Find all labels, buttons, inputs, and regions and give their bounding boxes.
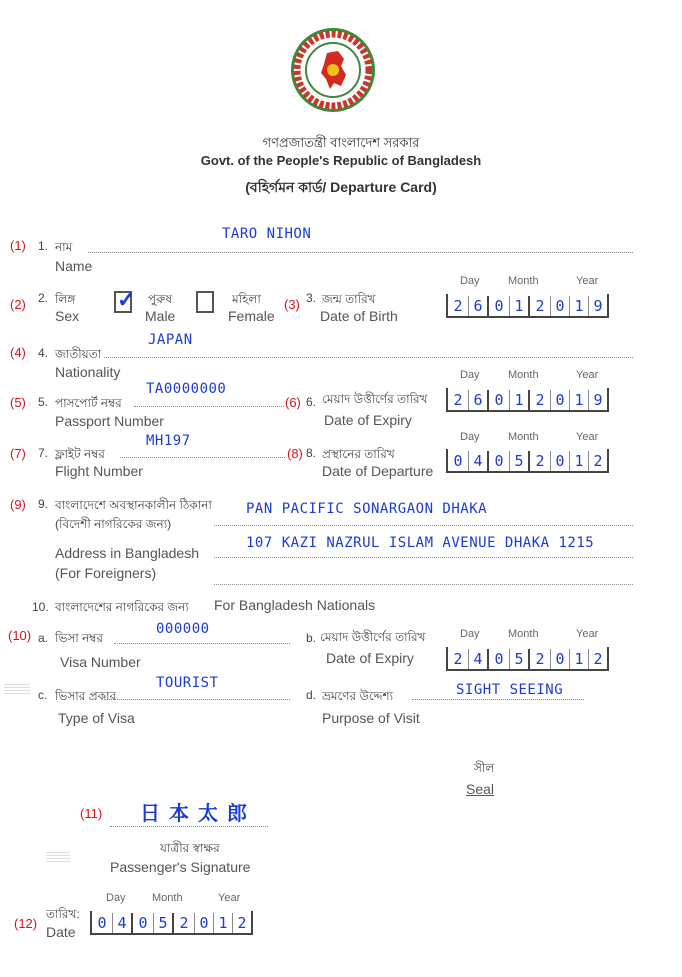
departure-number: 8. xyxy=(306,446,317,460)
male-label-bn: পুরুষ xyxy=(148,292,172,306)
signature-label: Passenger's Signature xyxy=(110,859,251,875)
nationality-underline xyxy=(104,357,633,358)
digit: 6 xyxy=(468,296,487,316)
visa-number-label: Visa Number xyxy=(60,654,141,670)
marker-9: (9) xyxy=(10,497,26,512)
digit: 0 xyxy=(550,649,569,669)
sex-label: Sex xyxy=(55,308,80,324)
visa-type-label-bn: ভিসার প্রকার xyxy=(55,689,117,703)
marker-11: (11) xyxy=(80,806,103,821)
flight-number-num: 7. xyxy=(38,446,49,460)
purpose-underline xyxy=(412,699,584,700)
marker-4: (4) xyxy=(10,345,26,360)
departure-label: Date of Departure xyxy=(322,463,434,479)
female-checkbox[interactable] xyxy=(196,291,214,313)
expiry-day-header: Day xyxy=(460,369,480,381)
signature-underline xyxy=(110,826,268,827)
digit: 2 xyxy=(453,650,463,668)
flight-value[interactable]: MH197 xyxy=(146,433,191,449)
visa-expiry-day-header: Day xyxy=(460,628,480,640)
address-underline-2 xyxy=(214,557,633,558)
flight-label: Flight Number xyxy=(55,463,143,479)
expiry-year-header: Year xyxy=(576,369,599,381)
date-month-header: Month xyxy=(152,892,183,904)
address-label-bn: বাংলাদেশে অবস্থানকালীন ঠিকানা xyxy=(55,498,212,512)
dob-month-header: Month xyxy=(508,275,539,287)
visa-expiry-label-bn: মেয়াদ উত্তীর্ণের তারিখ xyxy=(320,630,426,644)
digit: 5 xyxy=(153,913,172,933)
visa-type-label: Type of Visa xyxy=(58,710,135,726)
name-label: Name xyxy=(55,258,93,274)
visa-expiry-year-header: Year xyxy=(576,628,599,640)
marker-10: (10) xyxy=(8,628,32,643)
digit: 9 xyxy=(588,390,607,410)
digit: 1 xyxy=(509,296,528,316)
marker-6: (6) xyxy=(285,395,301,410)
dob-number: 3. xyxy=(306,291,317,305)
digit: 2 xyxy=(172,913,194,933)
visa-type-num: c. xyxy=(38,688,48,702)
scan-artifact xyxy=(4,684,30,696)
passport-label: Passport Number xyxy=(55,413,164,429)
date-label-bn: তারিখ: xyxy=(46,907,80,921)
male-label: Male xyxy=(145,308,176,324)
expiry-date-box[interactable] xyxy=(446,388,609,412)
dob-date-box[interactable] xyxy=(446,294,609,318)
marker-3: (3) xyxy=(284,297,300,312)
digit: 1 xyxy=(569,390,588,410)
digit: 2 xyxy=(588,649,607,669)
sex-label-bn: লিঙ্গ xyxy=(55,292,76,306)
digit: 9 xyxy=(588,296,607,316)
name-value[interactable]: TARO NIHON xyxy=(222,226,312,242)
visa-expiry-date-box[interactable] xyxy=(446,647,609,671)
bangla-title: গণপ্রজাতন্ত্রী বাংলাদেশ সরকার xyxy=(262,135,420,150)
digit: 0 xyxy=(487,296,509,316)
date-year-header: Year xyxy=(218,892,241,904)
digit: 0 xyxy=(453,452,463,470)
marker-7: (7) xyxy=(10,446,26,461)
digit: 5 xyxy=(509,451,528,471)
dob-label: Date of Birth xyxy=(320,308,398,324)
nationals-label: For Bangladesh Nationals xyxy=(214,597,376,613)
address-line1[interactable]: PAN PACIFIC SONARGAON DHAKA xyxy=(246,501,488,517)
signature-label-bn: যাত্রীর স্বাক্ষর xyxy=(160,841,220,855)
digit: 4 xyxy=(468,649,487,669)
nationality-number: 4. xyxy=(38,346,49,360)
digit: 5 xyxy=(509,649,528,669)
marker-1: (1) xyxy=(10,238,26,253)
visa-expiry-num: b. xyxy=(306,631,317,645)
digit: 6 xyxy=(468,390,487,410)
date-day-header: Day xyxy=(106,892,126,904)
digit: 1 xyxy=(569,296,588,316)
signature-value[interactable]: 日本太郎 xyxy=(140,801,256,825)
digit: 4 xyxy=(468,451,487,471)
purpose-num: d. xyxy=(306,688,317,702)
digit: 0 xyxy=(131,913,153,933)
expiry-month-header: Month xyxy=(508,369,539,381)
visa-number-num: a. xyxy=(38,631,49,645)
digit: 1 xyxy=(569,649,588,669)
visa-type-underline xyxy=(104,699,290,700)
digit: 0 xyxy=(550,296,569,316)
name-underline xyxy=(88,252,633,253)
address-line2[interactable]: 107 KAZI NAZRUL ISLAM AVENUE DHAKA 1215 xyxy=(246,535,595,551)
digit: 0 xyxy=(97,914,107,932)
government-seal-icon xyxy=(291,28,375,112)
digit: 0 xyxy=(487,390,509,410)
departure-label-bn: প্রস্থানের তারিখ xyxy=(322,447,395,461)
visa-number-value[interactable]: 000000 xyxy=(156,621,210,637)
sex-number: 2. xyxy=(38,291,49,305)
departure-day-header: Day xyxy=(460,431,480,443)
purpose-label-bn: ভ্রমণের উদ্দেশ্য xyxy=(322,689,394,703)
purpose-value[interactable]: SIGHT SEEING xyxy=(456,682,564,698)
digit: 2 xyxy=(588,451,607,471)
address-number: 9. xyxy=(38,497,49,511)
address-label-sub: (For Foreigners) xyxy=(55,565,157,581)
marker-5: (5) xyxy=(10,395,26,410)
check-icon: ✓ xyxy=(117,287,136,312)
female-label: Female xyxy=(228,308,275,324)
digit: 1 xyxy=(509,390,528,410)
digit: 2 xyxy=(232,913,251,933)
departure-year-header: Year xyxy=(576,431,599,443)
name-number: 1. xyxy=(38,239,49,253)
digit: 2 xyxy=(453,391,463,409)
marker-12: (12) xyxy=(14,916,38,931)
flight-underline xyxy=(120,457,285,458)
passport-underline xyxy=(134,406,284,407)
address-underline-1 xyxy=(214,525,633,526)
dob-year-header: Year xyxy=(576,275,599,287)
digit: 1 xyxy=(569,451,588,471)
visa-number-underline xyxy=(114,643,290,644)
departure-month-header: Month xyxy=(508,431,539,443)
expiry-number: 6. xyxy=(306,395,317,409)
passport-value[interactable]: TA0000000 xyxy=(146,381,227,397)
nationality-label-bn: জাতীয়তা xyxy=(55,347,102,361)
digit: 0 xyxy=(550,451,569,471)
marker-8: (8) xyxy=(287,446,303,461)
card-title: (বহির্গমন কার্ড/ Departure Card) xyxy=(245,179,437,195)
nationals-label-bn: বাংলাদেশের নাগরিকের জন্য xyxy=(55,600,189,614)
digit: 1 xyxy=(213,913,232,933)
visa-number-label-bn: ভিসা নম্বর xyxy=(55,631,103,645)
digit: 2 xyxy=(528,649,550,669)
expiry-label-bn: মেয়াদ উত্তীর্ণের তারিখ xyxy=(322,392,428,406)
dob-day-header: Day xyxy=(460,275,480,287)
digit: 0 xyxy=(550,390,569,410)
marker-2: (2) xyxy=(10,297,26,312)
digit: 2 xyxy=(528,296,550,316)
digit: 0 xyxy=(487,451,509,471)
visa-expiry-label: Date of Expiry xyxy=(326,650,414,666)
digit: 2 xyxy=(528,390,550,410)
flight-label-bn: ফ্লাইট নম্বর xyxy=(55,447,105,461)
digit: 2 xyxy=(528,451,550,471)
visa-expiry-month-header: Month xyxy=(508,628,539,640)
seal-label-bn: সীল xyxy=(474,761,495,775)
address-label-bn-sub: (বিদেশী নাগরিকের জন্য) xyxy=(55,517,172,531)
passport-label-bn: পাসপোর্ট নম্বর xyxy=(55,396,122,410)
nationality-value[interactable]: JAPAN xyxy=(148,332,193,348)
female-label-bn: মহিলা xyxy=(232,292,261,306)
passport-number-num: 5. xyxy=(38,395,49,409)
date-label: Date xyxy=(46,924,76,940)
address-label: Address in Bangladesh xyxy=(55,545,199,561)
scan-artifact xyxy=(46,852,70,864)
male-checkbox[interactable] xyxy=(114,287,136,313)
dob-label-bn: জন্ম তারিখ xyxy=(322,292,376,306)
nationality-label: Nationality xyxy=(55,364,121,380)
name-label-bn: নাম xyxy=(55,240,73,254)
expiry-label: Date of Expiry xyxy=(324,412,412,428)
departure-date-box[interactable] xyxy=(446,449,609,473)
visa-type-value[interactable]: TOURIST xyxy=(156,675,219,691)
address-underline-3 xyxy=(214,584,633,585)
english-title: Govt. of the People's Republic of Bangladesh xyxy=(200,153,482,168)
digit: 4 xyxy=(112,913,131,933)
digit: 0 xyxy=(487,649,509,669)
seal-label: Seal xyxy=(466,781,495,797)
signature-date-box[interactable] xyxy=(90,911,253,935)
purpose-label: Purpose of Visit xyxy=(322,710,420,726)
nationals-number: 10. xyxy=(32,600,49,614)
digit: 2 xyxy=(453,297,463,315)
digit: 0 xyxy=(194,913,213,933)
